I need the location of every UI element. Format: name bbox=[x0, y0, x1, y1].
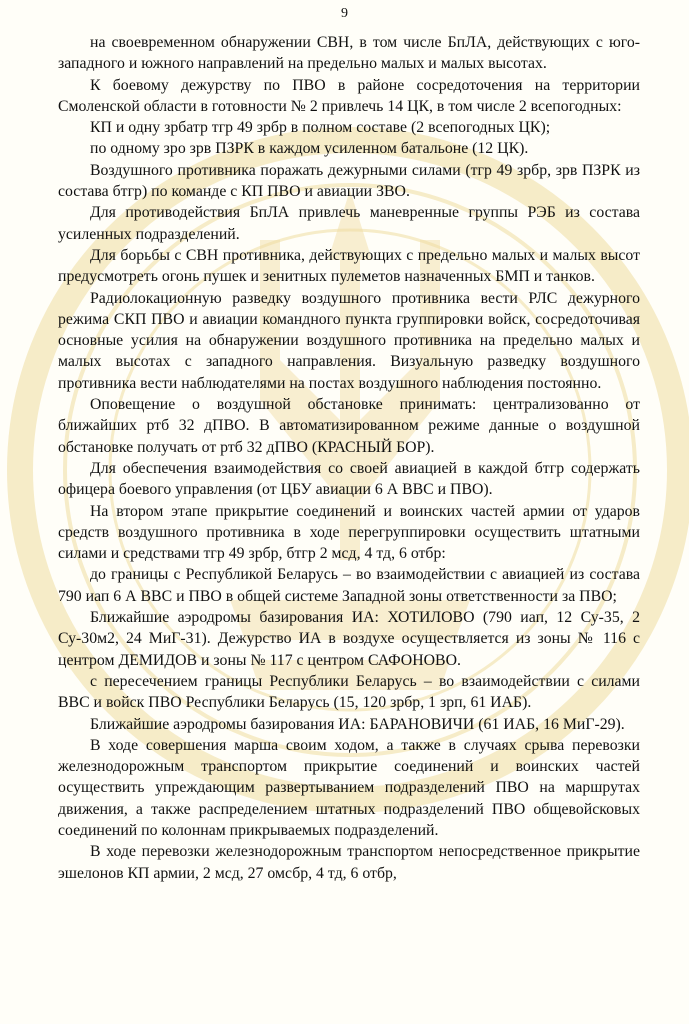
paragraph-9: Оповещение о воздушной обстановке принимать: централизованно от ближайших ртб 32 дПВО. В автоматизированном режиме данные о воздушной обстановке получать от ртб 32 дПВО (КРАСНЫЙ БОР). bbox=[58, 396, 640, 456]
paragraph-17: В ходе перевозки железнодорожным транспортом непосредственное прикрытие эшелонов КП армии, 2 мсд, 27 омсбр, 4 тд, 6 отбр, bbox=[58, 843, 640, 882]
paragraph-2: К боевому дежурству по ПВО в районе сосредоточения на территории Смоленской области в готовности № 2 привлечь 14 ЦК, в том числе 2 всепогодных: bbox=[58, 76, 640, 115]
paragraph-16: В ходе совершения марша своим ходом, а также в случаях срыва перевозки железнодорожным транспортом прикрытие соединений и воинских частей осуществить упреждающим развертыванием подразделений ПВО на маршрутах движения, а также распределением штатных подразделений ПВО общевойсковых соединений по колоннам прикрываемых подразделений. bbox=[58, 736, 640, 839]
paragraph-6: Для противодействия БпЛА привлечь маневренные группы РЭБ из состава усиленных подразделений. bbox=[58, 204, 640, 243]
document-body bbox=[58, 32, 640, 884]
page-number: 9 bbox=[341, 6, 348, 21]
paragraph-4: по одному зро зрв ПЗРК в каждом усиленном батальоне (12 ЦК). bbox=[90, 140, 529, 158]
paragraph-13: Ближайшие аэродромы базирования ИА: ХОТИЛОВО (790 иап, 12 Су-35, 2 Су-30м2, 24 МиГ-31). Дежурство ИА в воздухе осуществляется из зоны № 116 с центром ДЕМИДОВ и зоны № 117 с центром САФОНОВО. bbox=[58, 609, 640, 669]
paragraph-8: Радиолокационную разведку воздушного противника вести РЛС дежурного режима СКП ПВО и авиации командного пункта группировки войск, сосредоточивая основные усилия на обнаружении воздушного противника на предельно малых и малых высотах с западного направления. Визуальную разведку воздушного противника вести наблюдателями на постах воздушного наблюдения постоянно. bbox=[58, 289, 640, 392]
paragraph-11: На втором этапе прикрытие соединений и воинских частей армии от ударов средств воздушного противника в ходе перегруппировки осуществить штатными силами и средствами тгр 49 зрбр, бтгр 2 мсд, 4 тд, 6 отбр: bbox=[58, 502, 640, 563]
paragraph-1: на своевременном обнаружении СВН, в том числе БпЛА, действующих с юго-западного и южного направлений на предельно малых и малых высотах. bbox=[58, 34, 640, 73]
paragraph-10: Для обеспечения взаимодействия со своей авиацией в каждой бтгр содержать офицера боевого управления (от ЦБУ авиации 6 А ВВС и ПВО). bbox=[58, 459, 640, 499]
paragraph-7: Для борьбы с СВН противника, действующих с предельно малых и малых высот предусмотреть огонь пушек и зенитных пулеметов назначенных БМП и танков. bbox=[58, 246, 640, 286]
paragraph-12: до границы с Республикой Беларусь – во взаимодействии с авиацией из состава 790 иап 6 А ВВС и ПВО в общей системе Западной зоны ответственности за ПВО; bbox=[58, 566, 640, 605]
paragraph-15: Ближайшие аэродромы базирования ИА: БАРАНОВИЧИ (61 ИАБ, 16 МиГ-29). bbox=[90, 715, 625, 733]
paragraph-3: КП и одну зрбатр тгр 49 зрбр в полном составе (2 всепогодных ЦК); bbox=[90, 119, 551, 137]
paragraph-14: с пересечением границы Республики Беларусь – во взаимодействии с силами ВВС и войск ПВО Республики Беларусь (15, 120 зрбр, 1 зрп, 61 ИАБ). bbox=[58, 672, 640, 712]
paragraph-5: Воздушного противника поражать дежурными силами (тгр 49 зрбр, зрв ПЗРК из состава бтгр) по команде с КП ПВО и авиации ЗВО. bbox=[58, 161, 640, 201]
